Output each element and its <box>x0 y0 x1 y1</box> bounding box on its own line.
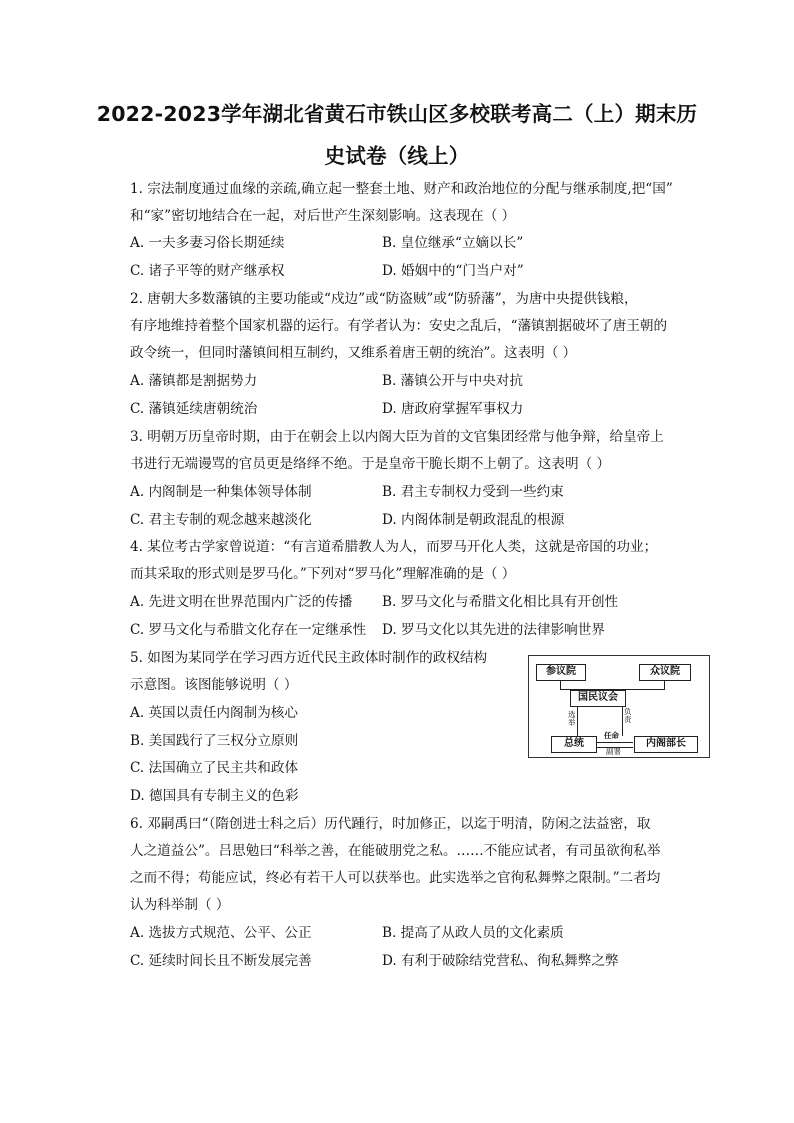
q3-stem-line-1: 3. 明朝万历皇帝时期，由于在朝会上以内阁大臣为首的文官集团经常与他争辩，给皇帝上 <box>130 429 664 445</box>
cabinet-minister-box: 内阁部长 <box>634 736 698 753</box>
president-box: 总统 <box>551 736 597 753</box>
q2-option-b[interactable]: B. 藩镇公开与中央对抗 <box>382 373 523 389</box>
countersign-label: 副署 <box>606 747 621 756</box>
q6-stem-line-1: 6. 邓嗣禹曰“（隋创进士科之后）历代踵行，时加修正，以迄于明清，防闲之法益密，取 <box>130 816 651 832</box>
appoint-arrow <box>596 742 633 743</box>
exam-title-line-1: 2022-2023学年湖北省黄石市铁山区多校联考高二（上）期末历 <box>96 102 698 126</box>
q6-stem-line-2: 人之道益公”。吕思勉曰“科举之善，在能破朋党之私。……不能应试者，有司虽欲徇私举 <box>130 843 661 859</box>
q6-option-d[interactable]: D. 有利于破除结党营私、徇私舞弊之弊 <box>382 953 619 969</box>
q1-option-b[interactable]: B. 皇位继承“立嫡以长” <box>382 235 524 251</box>
q3-option-b[interactable]: B. 君主专制权力受到一些约束 <box>382 484 564 500</box>
q4-option-a[interactable]: A. 先进文明在世界范围内广泛的传播 <box>130 594 353 610</box>
q1-option-a[interactable]: A. 一夫多妻习俗长期延续 <box>130 235 285 251</box>
q2-option-a[interactable]: A. 藩镇都是割据势力 <box>130 373 258 389</box>
connector-line <box>664 680 665 689</box>
q4-option-c[interactable]: C. 罗马文化与希腊文化存在一定继承性 <box>130 622 367 638</box>
q3-option-a[interactable]: A. 内阁制是一种集体领导体制 <box>130 484 312 500</box>
national-assembly-box: 国民议会 <box>570 690 626 707</box>
q5-option-b[interactable]: B. 美国践行了三权分立原则 <box>130 733 299 749</box>
q5-option-d[interactable]: D. 德国具有专制主义的色彩 <box>130 788 299 804</box>
q1-stem-line-2: 和“家”密切地结合在一起，对后世产生深刻影响。这表现在（ ） <box>130 208 516 224</box>
election-line <box>577 706 578 736</box>
senate-box: 参议院 <box>536 664 586 681</box>
q5-stem-line-1: 5. 如图为某同学在学习西方近代民主政体时制作的政权结构 <box>130 650 488 666</box>
house-box: 众议院 <box>639 664 691 681</box>
q2-option-c[interactable]: C. 藩镇延续唐朝统治 <box>130 401 258 417</box>
q2-option-d[interactable]: D. 唐政府掌握军事权力 <box>382 401 524 417</box>
q2-stem-line-1: 2. 唐朝大多数藩镇的主要功能或“戍边”或“防盗贼”或“防骄藩”，为唐中央提供钱粮， <box>130 291 638 307</box>
elect-label: 选举 <box>568 710 576 727</box>
government-structure-diagram <box>528 655 710 758</box>
q2-stem-line-3: 政令统一，但同时藩镇间相互制约，又维系着唐王朝的统治”。这表明（ ） <box>130 345 577 361</box>
q6-option-a[interactable]: A. 选拔方式规范、公平、公正 <box>130 925 312 941</box>
q4-stem-line-1: 4. 某位考古学家曾说道：“有言道希腊教人为人，而罗马开化人类，这就是帝国的功业； <box>130 539 658 555</box>
q3-option-c[interactable]: C. 君主专制的观念越来越淡化 <box>130 512 312 528</box>
q5-stem-line-2: 示意图。该图能够说明（ ） <box>130 677 298 693</box>
q5-option-a[interactable]: A. 英国以责任内阁制为核心 <box>130 705 298 721</box>
q3-stem-line-2: 书进行无端谩骂的官员更是络绎不绝。于是皇帝干脆长期不上朝了。这表明（ ） <box>130 456 611 472</box>
exam-title-line-2: 史试卷（线上） <box>324 144 470 168</box>
q2-stem-line-2: 有序地维持着整个国家机器的运行。有学者认为：安史之乱后，“藩镇割据破坏了唐王朝的 <box>130 318 668 334</box>
responsible-label: 负责 <box>624 707 632 724</box>
responsibility-line <box>622 706 623 736</box>
q6-stem-line-3: 之而不得；苟能应试，终必有若干人可以获举也。此实选举之官徇私舞弊之限制。”二者均 <box>130 870 661 886</box>
q5-option-c[interactable]: C. 法国确立了民主共和政体 <box>130 760 299 776</box>
q1-stem-line-1: 1. 宗法制度通过血缘的亲疏,确立起一整套土地、财产和政治地位的分配与继承制度,把“国” <box>130 181 673 197</box>
q1-option-c[interactable]: C. 诸子平等的财产继承权 <box>130 263 285 279</box>
appoint-label: 任命 <box>604 731 619 740</box>
q1-option-d[interactable]: D. 婚姻中的“门当户对” <box>382 263 524 279</box>
q4-option-d[interactable]: D. 罗马文化以其先进的法律影响世界 <box>382 622 605 638</box>
q6-option-c[interactable]: C. 延续时间长且不断发展完善 <box>130 953 312 969</box>
q4-stem-line-2: 而其采取的形式则是罗马化。”下列对“罗马化”理解准确的是（ ） <box>130 566 516 582</box>
q6-option-b[interactable]: B. 提高了从政人员的文化素质 <box>382 925 564 941</box>
q4-option-b[interactable]: B. 罗马文化与希腊文化相比具有开创性 <box>382 594 619 610</box>
q6-stem-line-4: 认为科举制（ ） <box>130 897 230 913</box>
q3-option-d[interactable]: D. 内阁体制是朝政混乱的根源 <box>382 512 565 528</box>
connector-line <box>560 680 561 689</box>
